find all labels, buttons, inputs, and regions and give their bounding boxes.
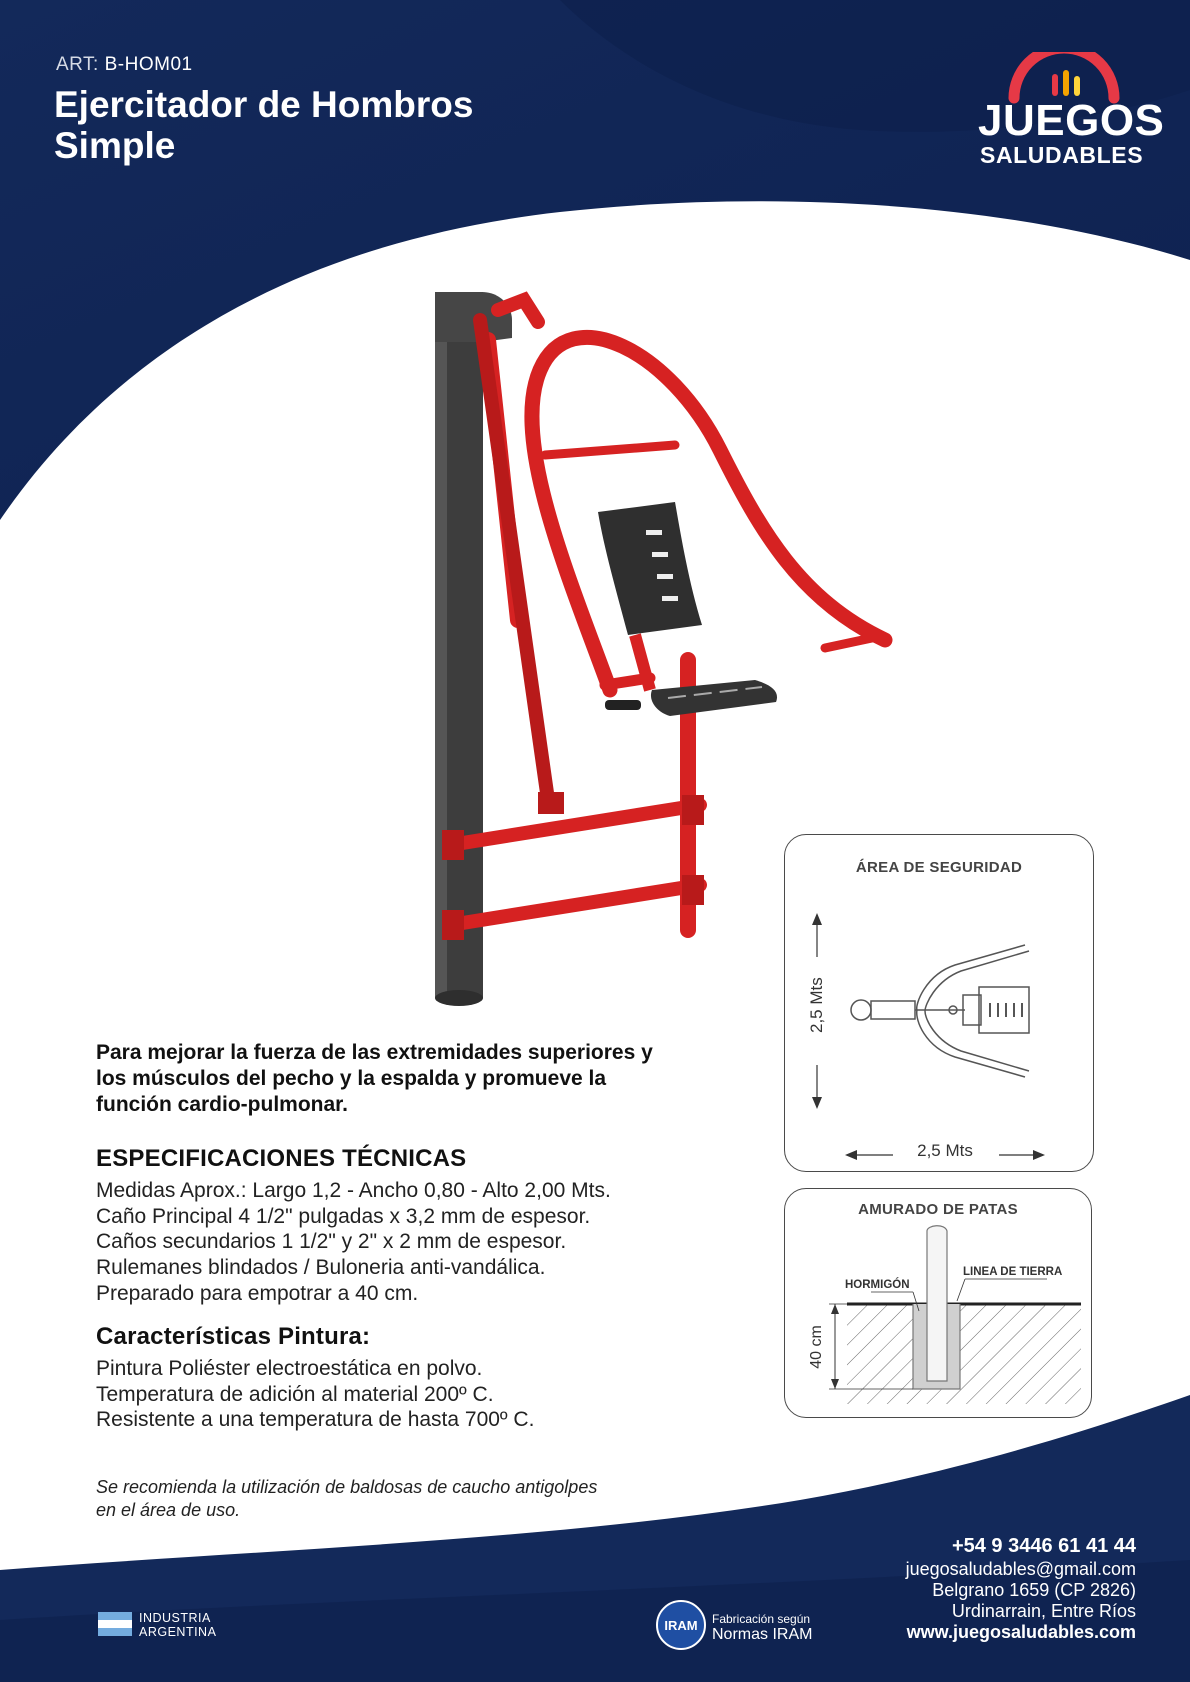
spec-line: Medidas Aprox.: Largo 1,2 - Ancho 0,80 - Alto 2,00 Mts. <box>96 1179 611 1202</box>
spec-line: Preparado para empotrar a 40 cm. <box>96 1281 419 1305</box>
article-prefix: ART: <box>56 54 99 75</box>
footing-title: AMURADO DE PATAS <box>858 1201 1018 1218</box>
paint-list <box>96 1356 716 1433</box>
specs-heading: ESPECIFICACIONES TÉCNICAS <box>96 1145 467 1172</box>
address-line-1: Belgrano 1659 (CP 2826) <box>932 1580 1136 1600</box>
safety-area-diagram <box>785 835 1093 1171</box>
safety-width-label: 2,5 Mts <box>917 1141 973 1160</box>
contact-block <box>906 1559 1136 1643</box>
iram-label <box>712 1612 812 1644</box>
iram-line-2: Normas IRAM <box>712 1626 813 1643</box>
logo-text-saludables: SALUDABLES <box>980 142 1144 168</box>
ground-line-label: LINEA DE TIERRA <box>963 1266 1063 1278</box>
specs-list <box>96 1178 716 1307</box>
article-code <box>56 54 193 76</box>
concrete-label: HORMIGÓN <box>845 1279 910 1291</box>
industria-line-1: INDUSTRIA <box>139 1611 211 1625</box>
footing-diagram <box>785 1189 1091 1417</box>
website-link[interactable]: www.juegosaludables.com <box>906 1622 1136 1642</box>
footing-box <box>784 1188 1092 1418</box>
iram-logo-icon <box>656 1600 706 1650</box>
backrest-slots <box>990 1003 1022 1017</box>
email-link[interactable]: juegosaludables@gmail.com <box>905 1559 1136 1579</box>
paint-line: Pintura Poliéster electroestática en polvo. <box>96 1357 483 1380</box>
paint-heading: Características Pintura: <box>96 1323 371 1350</box>
iram-logo-text: IRAM <box>664 1617 698 1633</box>
product-description: Para mejorar la fuerza de las extremidades superiores y los músculos del pecho y la espalda y promueve la función cardio-pulmonar. <box>96 1041 653 1116</box>
iram-line-1: Fabricación según <box>712 1612 811 1626</box>
industria-argentina-label <box>139 1611 216 1639</box>
industria-line-2: ARGENTINA <box>139 1625 217 1639</box>
title-line-1: Ejercitador de Hombros <box>54 84 474 125</box>
address-line-2: Urdinarrain, Entre Ríos <box>951 1601 1136 1621</box>
safety-area-box <box>784 834 1094 1172</box>
equipment-top-view <box>851 945 1029 1077</box>
safety-area-title: ÁREA DE SEGURIDAD <box>855 859 1023 876</box>
spec-line: Caño Principal 4 1/2" pulgadas x 3,2 mm de espesor. <box>96 1204 591 1228</box>
paint-line: Temperatura de adición al material 200º C. <box>96 1382 494 1406</box>
depth-label: 40 cm <box>808 1325 825 1369</box>
recommendation-note: Se recomienda la utilización de baldosas de caucho antigolpes en el área de uso. <box>96 1477 598 1520</box>
page-title <box>54 84 574 166</box>
safety-height-label: 2,5 Mts <box>807 977 826 1033</box>
title-line-2: Simple <box>54 125 176 166</box>
logo-text-juegos: JUEGOS <box>978 96 1165 145</box>
spec-line: Rulemanes blindados / Buloneria anti-vandálica. <box>96 1256 546 1280</box>
argentina-flag-icon <box>98 1612 132 1636</box>
article-number: B-HOM01 <box>104 54 193 75</box>
spec-line: Caños secundarios 1 1/2" y 2" x 2 mm de espesor. <box>96 1230 567 1254</box>
paint-line: Resistente a una temperatura de hasta 700º C. <box>96 1408 535 1432</box>
phone-number[interactable]: +54 9 3446 61 41 44 <box>951 1535 1136 1557</box>
